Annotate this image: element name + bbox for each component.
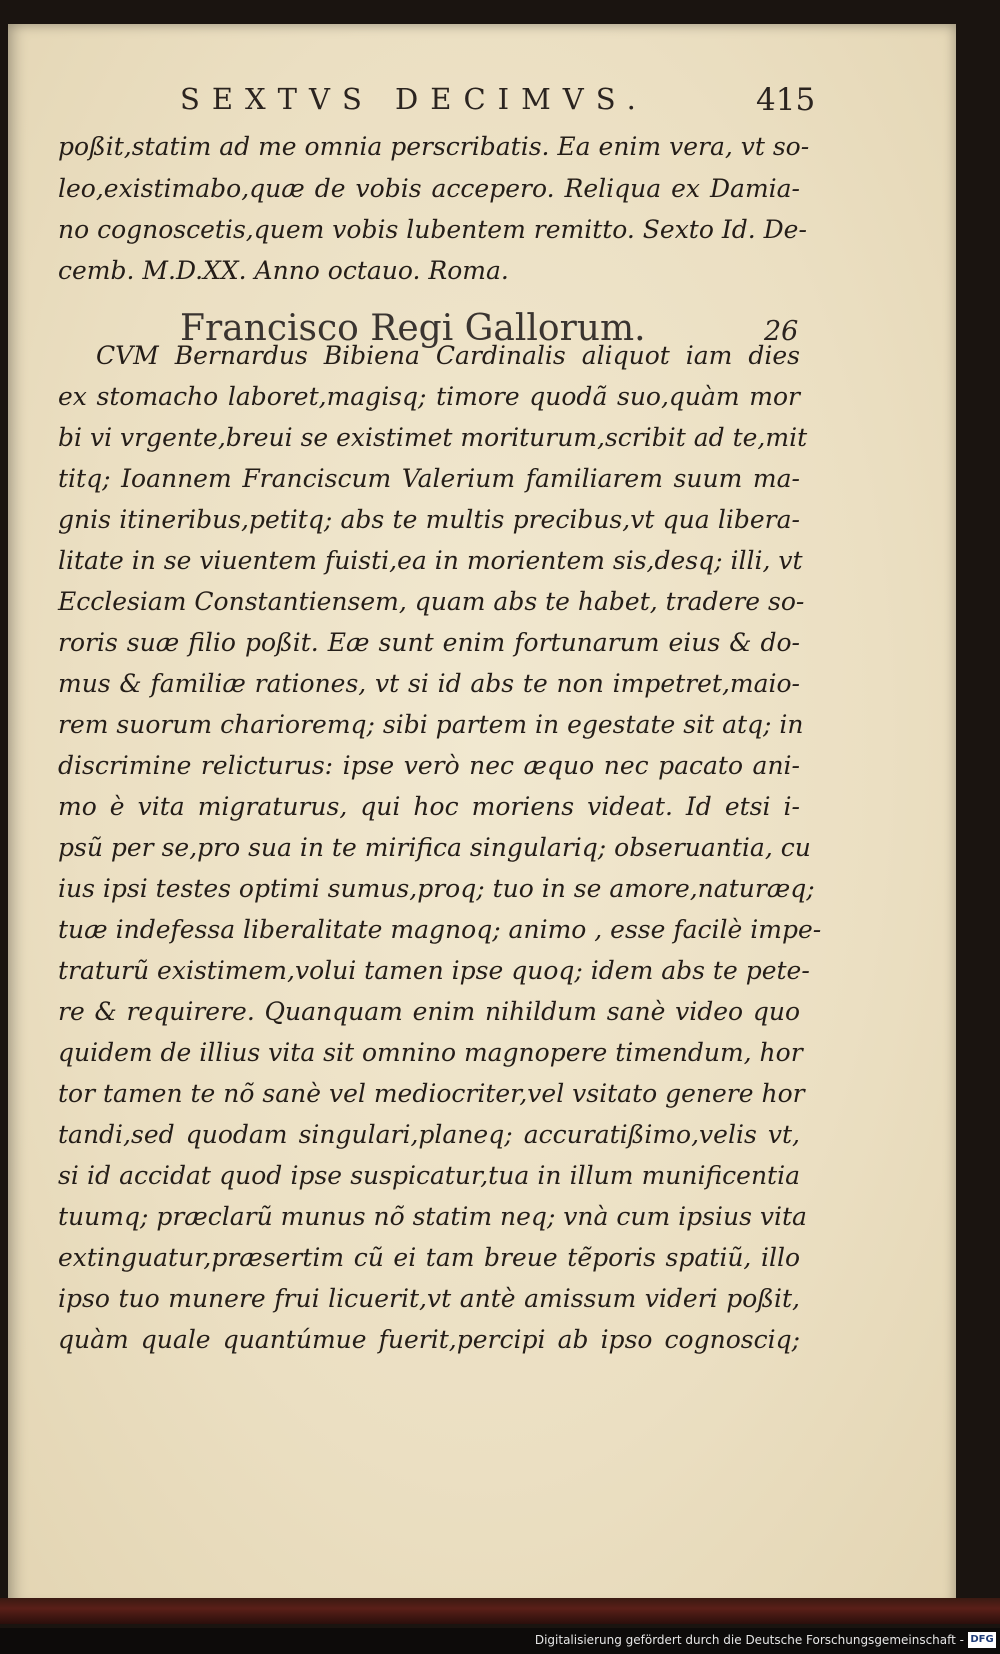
funding-notice: Digitalisierung gefördert durch die Deutsche Forschungsgemeinschaft -	[534, 1633, 964, 1647]
text-line: bi vi vrgente,breui se existimet moriturum,scribit ad te,mit	[58, 423, 808, 452]
text-line: traturũ existimem,volui tamen ipse quoq; idem abs te pete-	[58, 956, 810, 985]
dfg-logo: DFG	[968, 1632, 996, 1648]
text-line: quidem de illius vita sit omnino magnopere timendum, hor	[58, 1038, 803, 1067]
text-line: extinguatur,præsertim cũ ei tam breue tẽporis spatiũ, illo	[58, 1243, 800, 1272]
text-line: Ecclesiam Constantiensem, quam abs te habet, tradere so-	[58, 587, 805, 616]
running-head: SEXTVS DECIMVS.	[180, 82, 648, 116]
text-line: mus & familiæ rationes, vt si id abs te non impetret,maio-	[58, 669, 800, 698]
text-line: re & requirere. Quanquam enim nihildum sanè video quo	[58, 997, 800, 1026]
text-line: tuæ indefessa liberalitate magnoq; animo , esse facilè impe-	[58, 915, 822, 944]
page-edge	[0, 1598, 1000, 1624]
text-line: mo è vita migraturus, qui hoc moriens videat. Id etsi i-	[58, 792, 800, 821]
text-line: roris suæ filio poßit. Eæ sunt enim fortunarum eius & do-	[58, 628, 800, 657]
text-line: ius ipsi testes optimi sumus,proq; tuo in se amore,naturæq;	[58, 874, 815, 903]
text-line: poßit,statim ad me omnia perscribatis. Ea enim vera, vt so-	[58, 132, 810, 161]
text-line: CVM Bernardus Bibiena Cardinalis aliquot iam dies	[96, 341, 800, 370]
text-line: tuumq; præclarũ munus nõ statim neq; vnà cum ipsius vita	[58, 1202, 807, 1231]
text-line: titq; Ioannem Franciscum Valerium familiarem suum ma-	[58, 464, 800, 493]
text-line: ex stomacho laboret,magisq; timore quodã suo,quàm mor	[58, 382, 800, 411]
text-line: cemb. M.D.XX. Anno octauo. Roma.	[58, 256, 509, 285]
text-line: rem suorum charioremq; sibi partem in egestate sit atq; in	[58, 710, 804, 739]
text-line: no cognoscetis,quem vobis lubentem remitto. Sexto Id. De-	[58, 215, 807, 244]
letter-number: 26	[764, 316, 799, 347]
text-line: ipso tuo munere frui licuerit,vt antè amissum videri poßit,	[58, 1284, 800, 1313]
text-line: leo,existimabo,quæ de vobis accepero. Reliqua ex Damia-	[58, 174, 800, 203]
text-line: tor tamen te nõ sanè vel mediocriter,vel vsitato genere hor	[58, 1079, 805, 1108]
text-line: psũ per se,pro sua in te mirifica singulariq; obseruantia, cu	[58, 833, 811, 862]
footer-bar	[0, 1628, 1000, 1654]
page-number: 415	[756, 82, 816, 118]
text-line: quàm quale quantúmue fuerit,percipi ab ipso cognosciq;	[58, 1325, 800, 1354]
text-line: discrimine relicturus: ipse verò nec æquo nec pacato ani-	[58, 751, 800, 780]
text-line: tandi,sed quodam singulari,planeq; accuratißimo,velis vt,	[58, 1120, 800, 1149]
text-line: si id accidat quod ipse suspicatur,tua in illum munificentia	[58, 1161, 800, 1190]
text-line: gnis itineribus,petitq; abs te multis precibus,vt qua libera-	[58, 505, 800, 534]
letter-heading: Francisco Regi Gallorum.	[180, 308, 646, 349]
text-line: litate in se viuentem fuisti,ea in morientem sis,desq; illi, vt	[58, 546, 803, 575]
